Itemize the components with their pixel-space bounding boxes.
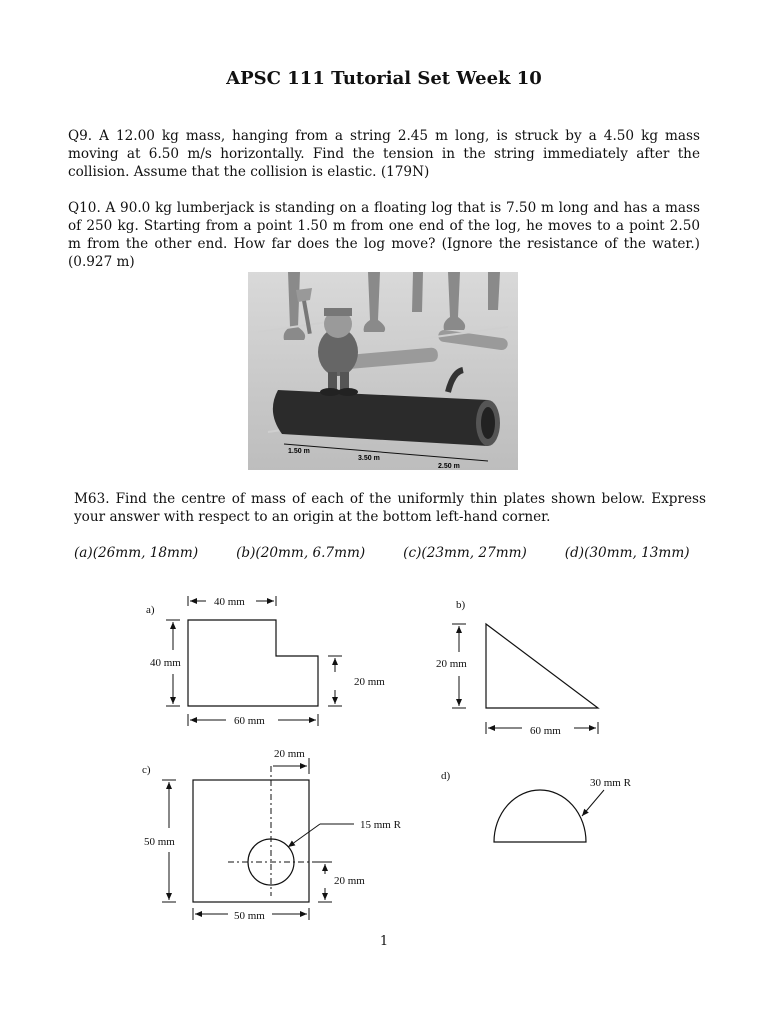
plate-b-label: b): [456, 599, 466, 611]
plate-a-right-dim: 20 mm: [354, 676, 385, 688]
page-title: APSC 111 Tutorial Set Week 10: [226, 68, 542, 89]
plate-a-label: a): [146, 604, 155, 616]
plate-c-left-dim: 50 mm: [144, 836, 175, 848]
question-m63: M63. Find the centre of mass of each of the uniformly thin plates shown below. Express your answer with respect to an origin at the bottom left-hand corner.: [74, 491, 706, 525]
log-dim-3: 2.50 m: [438, 463, 460, 470]
plate-d: [441, 770, 632, 842]
plate-c: [142, 748, 402, 922]
plate-c-right-dim: 20 mm: [334, 875, 365, 887]
plate-a-top-dim: 40 mm: [214, 596, 245, 608]
page-number: 1: [379, 934, 389, 949]
plate-b-left-dim: 20 mm: [436, 658, 467, 670]
question-q9: Q9. A 12.00 kg mass, hanging from a string 2.45 m long, is struck by a 4.50 kg mass moving at 6.50 m/s horizontally. Find the tension in the string immediately after the collision. Assume that the collision is elastic. (179N): [68, 128, 700, 180]
plate-c-bottom-dim: 50 mm: [234, 910, 265, 922]
answer-b: (b)(20mm, 6.7mm): [236, 545, 366, 561]
answer-c: (c)(23mm, 27mm): [403, 545, 527, 561]
lumberjack-log-illustration: [248, 272, 518, 470]
plate-a-bottom-dim: 60 mm: [234, 715, 265, 727]
plate-b: [436, 599, 598, 737]
plate-d-label: d): [441, 770, 451, 782]
question-q10: Q10. A 90.0 kg lumberjack is standing on a floating log that is 7.50 m long and has a mass of 250 kg. Starting from a point 1.50 m from one end of the log, he moves to a point 2.50 m from the other end. How far does the log move? (Ignore the resistance of the water.) (0.927 m): [68, 200, 700, 270]
plate-c-top-dim: 20 mm: [274, 748, 305, 760]
plate-a-left-dim: 40 mm: [150, 657, 181, 669]
answer-d: (d)(30mm, 13mm): [564, 545, 690, 561]
log-dim-1: 1.50 m: [288, 448, 310, 455]
plate-c-radius-dim: 15 mm R: [360, 819, 401, 831]
plate-d-radius-dim: 30 mm R: [590, 777, 631, 789]
plate-b-bottom-dim: 60 mm: [530, 725, 561, 737]
plate-a: [146, 596, 385, 727]
answers-row: [74, 545, 706, 561]
plate-c-label: c): [142, 764, 151, 776]
log-dim-2: 3.50 m: [358, 455, 380, 462]
answer-a: (a)(26mm, 18mm): [74, 545, 199, 561]
